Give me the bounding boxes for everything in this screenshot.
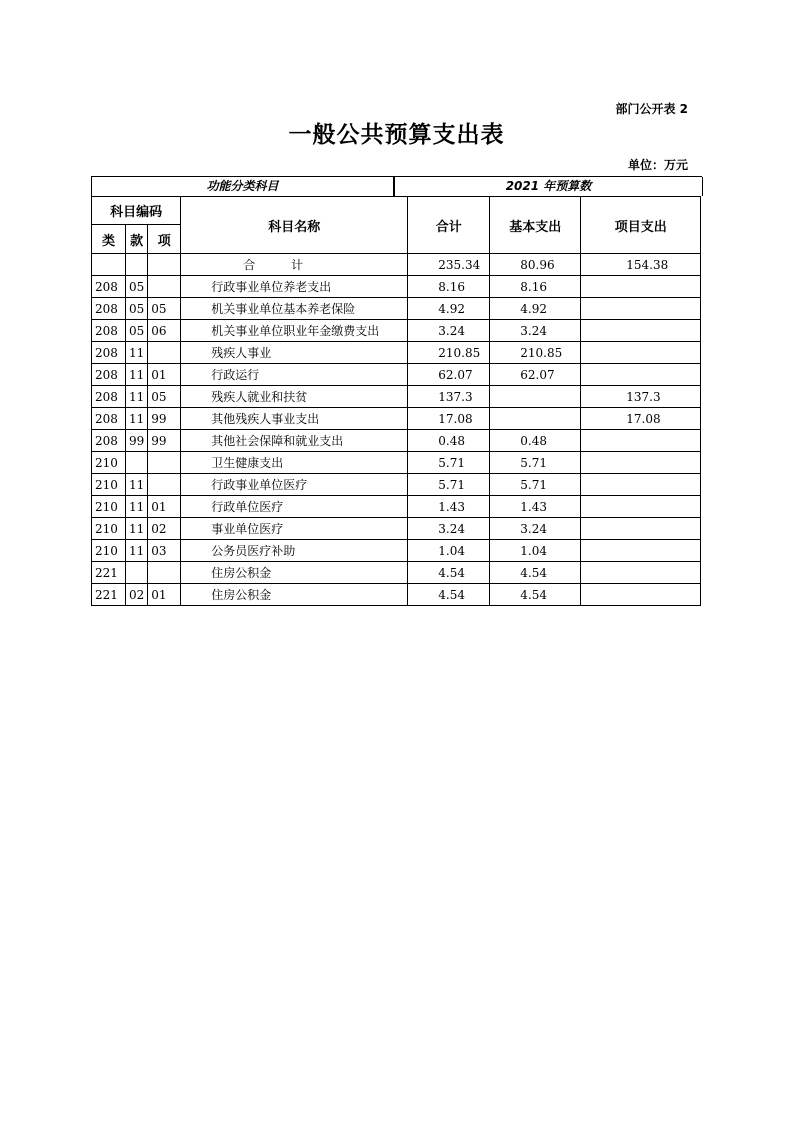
- row-xiang: 01: [148, 364, 181, 386]
- row-total: 137.3: [408, 386, 490, 408]
- row-basic: 0.48: [490, 430, 581, 452]
- row-kuan: [126, 562, 148, 584]
- row-kuan: 11: [126, 540, 148, 562]
- row-basic: [490, 408, 581, 430]
- row-basic: 4.54: [490, 562, 581, 584]
- row-xiang: 02: [148, 518, 181, 540]
- row-basic: 4.92: [490, 298, 581, 320]
- row-name: 行政单位医疗: [181, 496, 408, 518]
- row-project: [581, 474, 701, 496]
- row-kuan: 05: [126, 276, 148, 298]
- row-kuan: 11: [126, 496, 148, 518]
- row-lei: 208: [92, 408, 126, 430]
- row-xiang: [148, 452, 181, 474]
- code-group-header: 科目编码: [92, 197, 181, 225]
- row-basic: 3.24: [490, 518, 581, 540]
- row-name: 其他社会保障和就业支出: [181, 430, 408, 452]
- row-project: [581, 452, 701, 474]
- row-total: 210.85: [408, 342, 490, 364]
- row-lei: 221: [92, 562, 126, 584]
- row-name: 机关事业单位基本养老保险: [181, 298, 408, 320]
- row-xiang: 01: [148, 584, 181, 606]
- row-total: 4.54: [408, 562, 490, 584]
- row-name: 住房公积金: [181, 562, 408, 584]
- row-total: 5.71: [408, 474, 490, 496]
- row-name: 行政事业单位医疗: [181, 474, 408, 496]
- row-total: 0.48: [408, 430, 490, 452]
- total-row-name: 合 计: [181, 254, 408, 276]
- row-project: 17.08: [581, 408, 701, 430]
- row-basic: 5.71: [490, 452, 581, 474]
- row-project: [581, 298, 701, 320]
- total-row-xiang: [148, 254, 181, 276]
- row-lei: 208: [92, 430, 126, 452]
- lei-column-header: 类: [92, 225, 126, 254]
- table-row: [92, 518, 701, 540]
- row-xiang: 05: [148, 386, 181, 408]
- row-basic: 62.07: [490, 364, 581, 386]
- table-row: [92, 474, 701, 496]
- unit-label: 单位：万元: [627, 158, 688, 172]
- row-kuan: 99: [126, 430, 148, 452]
- basic-column-header: 基本支出: [490, 197, 581, 254]
- row-kuan: 11: [126, 474, 148, 496]
- row-basic: 3.24: [490, 320, 581, 342]
- name-column-header: 科目名称: [181, 197, 408, 254]
- row-kuan: 11: [126, 408, 148, 430]
- row-name: 卫生健康支出: [181, 452, 408, 474]
- table-row: [92, 364, 701, 386]
- row-kuan: 11: [126, 518, 148, 540]
- row-lei: 210: [92, 474, 126, 496]
- row-project: 137.3: [581, 386, 701, 408]
- row-project: [581, 364, 701, 386]
- row-project: [581, 342, 701, 364]
- table-body: [92, 254, 701, 606]
- row-xiang: 05: [148, 298, 181, 320]
- total-row-kuan: [126, 254, 148, 276]
- row-total: 5.71: [408, 452, 490, 474]
- row-basic: 4.54: [490, 584, 581, 606]
- row-project: [581, 562, 701, 584]
- row-total: 17.08: [408, 408, 490, 430]
- table-row: [92, 298, 701, 320]
- row-name: 行政运行: [181, 364, 408, 386]
- row-lei: 208: [92, 364, 126, 386]
- row-total: 1.04: [408, 540, 490, 562]
- row-name: 行政事业单位养老支出: [181, 276, 408, 298]
- table-row: [92, 386, 701, 408]
- row-total: 8.16: [408, 276, 490, 298]
- row-lei: 208: [92, 276, 126, 298]
- row-project: [581, 276, 701, 298]
- row-xiang: 99: [148, 408, 181, 430]
- row-project: [581, 320, 701, 342]
- row-name: 残疾人事业: [181, 342, 408, 364]
- row-kuan: 05: [126, 320, 148, 342]
- table-row: [92, 496, 701, 518]
- xiang-column-header: 项: [148, 225, 181, 254]
- total-row-total: 235.34: [408, 254, 490, 276]
- row-total: 3.24: [408, 518, 490, 540]
- row-kuan: [126, 452, 148, 474]
- row-lei: 208: [92, 342, 126, 364]
- total-row: [92, 254, 701, 276]
- table-number: 部门公开表 2: [615, 102, 688, 116]
- row-name: 公务员医疗补助: [181, 540, 408, 562]
- table-row: [92, 342, 701, 364]
- row-lei: 221: [92, 584, 126, 606]
- table-row: [92, 584, 701, 606]
- row-kuan: 05: [126, 298, 148, 320]
- row-kuan: 02: [126, 584, 148, 606]
- table-row: [92, 276, 701, 298]
- row-name: 其他残疾人事业支出: [181, 408, 408, 430]
- row-xiang: [148, 342, 181, 364]
- page-title: 一般公共预算支出表: [288, 122, 505, 148]
- row-lei: 210: [92, 452, 126, 474]
- row-xiang: 01: [148, 496, 181, 518]
- table-row: [92, 562, 701, 584]
- group-header-budget: 2021 年预算数: [394, 177, 703, 196]
- kuan-column-header: 款: [126, 225, 148, 254]
- row-lei: 210: [92, 540, 126, 562]
- row-basic: 210.85: [490, 342, 581, 364]
- row-name: 住房公积金: [181, 584, 408, 606]
- row-total: 62.07: [408, 364, 490, 386]
- row-xiang: 03: [148, 540, 181, 562]
- total-column-header: 合计: [408, 197, 490, 254]
- row-basic: 1.43: [490, 496, 581, 518]
- row-basic: 8.16: [490, 276, 581, 298]
- row-project: [581, 584, 701, 606]
- row-xiang: [148, 276, 181, 298]
- row-name: 残疾人就业和扶贫: [181, 386, 408, 408]
- table-row: [92, 320, 701, 342]
- row-project: [581, 430, 701, 452]
- row-project: [581, 518, 701, 540]
- budget-table: [91, 196, 701, 606]
- row-lei: 208: [92, 320, 126, 342]
- row-kuan: 11: [126, 342, 148, 364]
- total-row-basic: 80.96: [490, 254, 581, 276]
- row-project: [581, 540, 701, 562]
- row-basic: 5.71: [490, 474, 581, 496]
- row-kuan: 11: [126, 386, 148, 408]
- row-name: 机关事业单位职业年金缴费支出: [181, 320, 408, 342]
- table-row: [92, 540, 701, 562]
- row-total: 1.43: [408, 496, 490, 518]
- project-column-header: 项目支出: [581, 197, 701, 254]
- row-lei: 208: [92, 298, 126, 320]
- group-header-functional: 功能分类科目: [91, 177, 394, 196]
- row-lei: 208: [92, 386, 126, 408]
- row-kuan: 11: [126, 364, 148, 386]
- row-basic: [490, 386, 581, 408]
- row-xiang: [148, 562, 181, 584]
- row-name: 事业单位医疗: [181, 518, 408, 540]
- row-lei: 210: [92, 518, 126, 540]
- row-xiang: 99: [148, 430, 181, 452]
- row-total: 4.54: [408, 584, 490, 606]
- group-header-row: [91, 176, 702, 196]
- row-xiang: 06: [148, 320, 181, 342]
- row-project: [581, 496, 701, 518]
- row-lei: 210: [92, 496, 126, 518]
- row-basic: 1.04: [490, 540, 581, 562]
- total-row-lei: [92, 254, 126, 276]
- total-row-project: 154.38: [581, 254, 701, 276]
- table-row: [92, 452, 701, 474]
- row-xiang: [148, 474, 181, 496]
- table-row: [92, 430, 701, 452]
- row-total: 4.92: [408, 298, 490, 320]
- table-row: [92, 408, 701, 430]
- row-total: 3.24: [408, 320, 490, 342]
